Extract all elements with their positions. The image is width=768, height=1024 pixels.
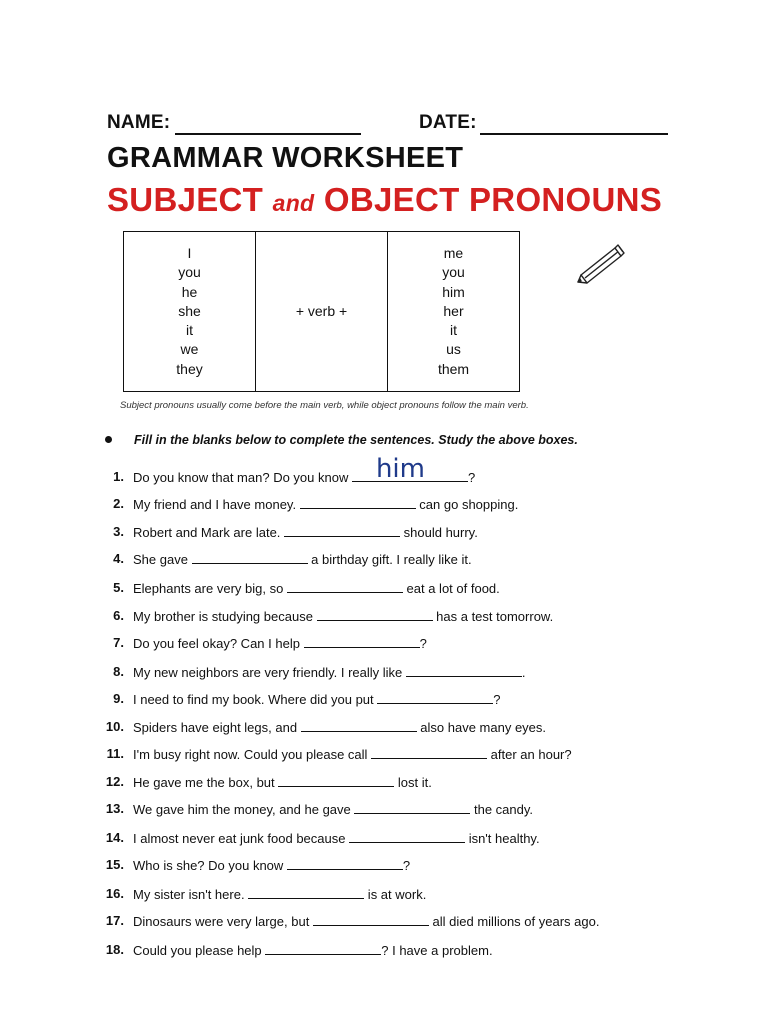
question-row xyxy=(0,857,768,875)
answer-blank[interactable] xyxy=(349,830,465,843)
question-after: ? xyxy=(402,858,411,873)
question-before: He gave me the box, but xyxy=(133,775,279,790)
question-number: 12. xyxy=(105,774,124,789)
question-before: Do you know that man? Do you know xyxy=(133,470,352,485)
question-row xyxy=(0,801,768,819)
question-text xyxy=(133,801,533,817)
question-after: eat a lot of food. xyxy=(402,581,500,596)
question-row xyxy=(0,719,768,737)
object-pronoun-column xyxy=(387,232,519,391)
name-label: NAME: xyxy=(107,112,171,133)
question-after: also have many eyes. xyxy=(416,720,547,735)
question-after: can go shopping. xyxy=(415,497,519,512)
question-text xyxy=(133,857,410,873)
subtitle-object: OBJECT PRONOUNS xyxy=(323,181,663,218)
pronoun: me xyxy=(443,245,464,262)
pronoun: they xyxy=(176,360,203,377)
question-row xyxy=(0,454,768,487)
verb-label: + verb + xyxy=(295,302,348,319)
question-before: She gave xyxy=(133,552,192,567)
answer-blank[interactable] xyxy=(313,913,429,926)
answer-blank[interactable] xyxy=(371,746,487,759)
question-number: 4. xyxy=(113,551,124,566)
question-row xyxy=(0,664,768,682)
question-after: ? xyxy=(419,636,427,651)
question-text xyxy=(133,608,553,624)
question-before: My friend and I have money. xyxy=(133,497,300,512)
question-row xyxy=(0,580,768,598)
answer-blank[interactable] xyxy=(377,691,493,704)
question-text xyxy=(133,830,540,846)
question-after: a birthday gift. I really like it. xyxy=(307,552,472,567)
answer-blank[interactable] xyxy=(406,664,522,677)
question-text xyxy=(133,524,478,540)
question-after: . xyxy=(521,665,526,680)
question-text xyxy=(133,635,427,651)
question-before: My new neighbors are very friendly. I really like xyxy=(133,665,406,680)
question-text xyxy=(133,719,546,735)
usage-note: Subject pronouns usually come before the main verb, while object pronouns follow the main verb. xyxy=(120,400,529,411)
answer-blank[interactable] xyxy=(317,608,433,621)
pronoun-table xyxy=(123,231,520,392)
answer-blank[interactable] xyxy=(265,942,381,955)
worksheet-title: GRAMMAR WORKSHEET xyxy=(107,142,464,174)
question-number: 8. xyxy=(113,664,124,679)
question-after: should hurry. xyxy=(400,525,478,540)
question-text xyxy=(133,551,472,567)
question-before: Could you please help xyxy=(133,943,266,958)
pronoun: we xyxy=(180,341,199,358)
question-row xyxy=(0,635,768,653)
question-text xyxy=(133,774,432,790)
question-text xyxy=(133,664,526,680)
question-number: 15. xyxy=(105,857,124,872)
question-before: My brother is studying because xyxy=(133,609,317,624)
question-after: isn't healthy. xyxy=(465,831,540,846)
question-after: is at work. xyxy=(364,887,427,902)
handwritten-answer: him xyxy=(375,454,425,484)
question-before: Elephants are very big, so xyxy=(133,581,287,596)
answer-blank[interactable] xyxy=(304,635,420,648)
verb-column xyxy=(255,232,387,391)
question-text xyxy=(133,886,426,902)
instructions: Fill in the blanks below to complete the sentences. Study the above boxes. xyxy=(134,433,578,447)
date-label: DATE: xyxy=(419,112,477,133)
question-text xyxy=(133,942,493,958)
name-field[interactable] xyxy=(175,133,361,135)
question-number: 7. xyxy=(113,635,124,650)
question-after: the candy. xyxy=(470,802,534,817)
answer-blank[interactable] xyxy=(352,454,468,484)
question-number: 3. xyxy=(113,524,124,539)
question-after: ? I have a problem. xyxy=(381,943,493,958)
subtitle-subject: SUBJECT xyxy=(107,181,264,218)
question-after: ? xyxy=(467,470,476,485)
question-number: 18. xyxy=(105,942,124,957)
question-before: My sister isn't here. xyxy=(133,887,249,902)
pronoun: he xyxy=(181,283,198,300)
question-before: Spiders have eight legs, and xyxy=(133,720,301,735)
bullet-icon xyxy=(105,436,112,443)
answer-blank[interactable] xyxy=(354,801,470,814)
question-before: Dinosaurs were very large, but xyxy=(133,914,313,929)
pronoun: him xyxy=(442,283,465,300)
subject-pronoun-column xyxy=(124,232,255,391)
answer-blank[interactable] xyxy=(287,580,403,593)
question-text xyxy=(133,746,572,762)
question-row xyxy=(0,830,768,848)
header-row xyxy=(107,112,667,138)
question-number: 5. xyxy=(113,580,124,595)
date-field[interactable] xyxy=(480,133,668,135)
question-number: 16. xyxy=(105,886,124,901)
pronoun: you xyxy=(178,264,201,281)
question-row xyxy=(0,551,768,569)
question-before: I almost never eat junk food because xyxy=(133,831,350,846)
pronoun: her xyxy=(443,302,464,319)
pronoun: it xyxy=(186,322,193,339)
pronoun: I xyxy=(187,245,192,262)
answer-blank[interactable] xyxy=(300,496,416,509)
question-text xyxy=(133,580,500,596)
question-after: lost it. xyxy=(394,775,432,790)
question-before: Who is she? Do you know xyxy=(133,858,287,873)
question-row xyxy=(0,774,768,792)
question-number: 11. xyxy=(106,746,124,761)
question-before: We gave him the money, and he gave xyxy=(133,802,355,817)
question-text xyxy=(133,913,599,929)
question-row xyxy=(0,886,768,904)
question-number: 2. xyxy=(113,496,124,511)
question-row xyxy=(0,691,768,709)
answer-blank[interactable] xyxy=(192,551,308,564)
answer-blank[interactable] xyxy=(287,857,403,870)
question-number: 13. xyxy=(105,801,124,816)
question-after: has a test tomorrow. xyxy=(432,609,554,624)
question-text xyxy=(133,496,518,512)
question-row xyxy=(0,496,768,514)
question-row xyxy=(0,942,768,960)
question-number: 1. xyxy=(113,469,124,484)
answer-blank[interactable] xyxy=(284,524,400,537)
answer-blank[interactable] xyxy=(248,886,364,899)
question-row xyxy=(0,608,768,626)
question-number: 9. xyxy=(113,691,124,706)
subtitle-and: and xyxy=(272,190,315,216)
answer-blank[interactable] xyxy=(301,719,417,732)
question-row xyxy=(0,746,768,764)
question-number: 17. xyxy=(105,913,124,928)
answer-blank[interactable] xyxy=(278,774,394,787)
worksheet-subtitle xyxy=(107,181,662,219)
question-before: Do you feel okay? Can I help xyxy=(133,636,304,651)
question-text xyxy=(133,454,476,485)
question-after: ? xyxy=(493,692,501,707)
question-after: after an hour? xyxy=(487,747,572,762)
question-number: 6. xyxy=(113,608,124,623)
question-number: 10. xyxy=(105,719,124,734)
question-before: I need to find my book. Where did you put xyxy=(133,692,378,707)
pencil-icon xyxy=(577,242,627,284)
pronoun: she xyxy=(178,302,201,319)
pronoun: us xyxy=(446,341,461,358)
question-text xyxy=(133,691,501,707)
pronoun: them xyxy=(437,360,470,377)
question-number: 14. xyxy=(105,830,124,845)
question-before: Robert and Mark are late. xyxy=(133,525,285,540)
pronoun: it xyxy=(450,322,457,339)
question-after: all died millions of years ago. xyxy=(428,914,600,929)
pronoun: you xyxy=(442,264,465,281)
question-row xyxy=(0,524,768,542)
question-row xyxy=(0,913,768,931)
question-before: I'm busy right now. Could you please call xyxy=(133,747,372,762)
